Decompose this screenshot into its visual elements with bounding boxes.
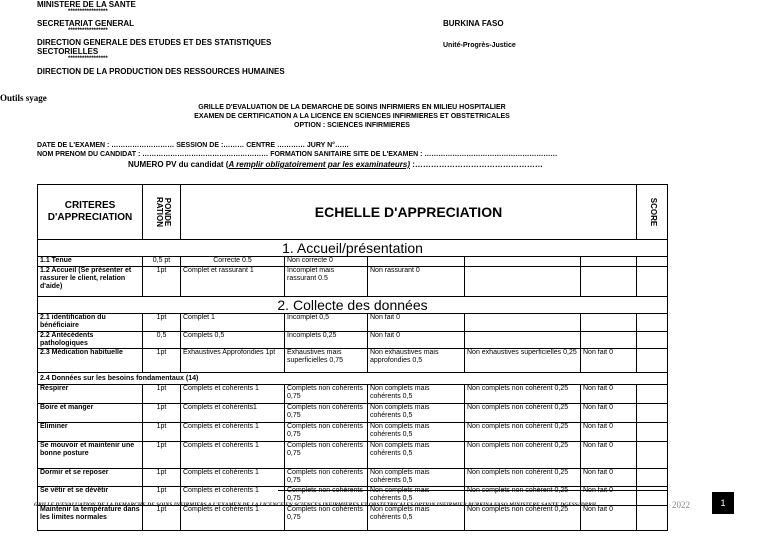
scale-cell bbox=[465, 257, 581, 267]
table-row bbox=[38, 404, 668, 423]
scale-cell: Non complets non cohérent 0,25 bbox=[465, 385, 581, 404]
section-title-1: 1. Accueil/présentation bbox=[38, 240, 668, 257]
ponderation-cell: 1pt bbox=[143, 267, 181, 297]
score-input-cell[interactable] bbox=[637, 423, 668, 442]
score-input-cell[interactable] bbox=[637, 267, 668, 297]
scale-cell: Non fait 0 bbox=[581, 349, 637, 373]
section-row bbox=[38, 240, 668, 257]
pv-suffix: :………………………………………… bbox=[410, 160, 543, 169]
ponderation-cell: 0,5 pt bbox=[143, 257, 181, 267]
scale-cell: Complets et cohérents 1 bbox=[181, 423, 285, 442]
section-2-4-rows bbox=[38, 385, 668, 531]
scale-cell bbox=[465, 267, 581, 297]
section-row bbox=[38, 297, 668, 314]
separator-stars: ***************** bbox=[68, 56, 108, 62]
scale-cell: Non fait 0 bbox=[581, 442, 637, 469]
scale-cell: Non fait 0 bbox=[581, 423, 637, 442]
table-row bbox=[38, 349, 668, 373]
ponderation-cell: 1pt bbox=[143, 404, 181, 423]
table-row bbox=[38, 332, 668, 349]
header-criteria: CRITERES D'APPRECIATION bbox=[38, 185, 143, 240]
table-row bbox=[38, 257, 668, 267]
separator-stars: ***************** bbox=[68, 9, 108, 15]
scale-cell: Non complets mais cohérents 0,5 bbox=[368, 423, 465, 442]
scale-cell: Non complets non cohérent 0,25 bbox=[465, 469, 581, 487]
table-row bbox=[38, 469, 668, 487]
direction-generale-label: DIRECTION GENERALE DES ETUDES ET DES STATISTIQUES SECTORIELLES bbox=[37, 38, 272, 56]
scale-cell: Non complets non cohérent 0,25 bbox=[465, 404, 581, 423]
scale-cell: Complets 0,5 bbox=[181, 332, 285, 349]
table-row bbox=[38, 385, 668, 404]
header-score-text: SCORE bbox=[649, 197, 659, 226]
scale-cell: Complets et cohérents 1 bbox=[181, 442, 285, 469]
criteria-cell: Se vêtir et se dévêtir bbox=[38, 487, 143, 506]
criteria-cell: Dormir et se reposer bbox=[38, 469, 143, 487]
table-row bbox=[38, 267, 668, 297]
scale-cell: Non exhaustives mais approfondies 0,5 bbox=[368, 349, 465, 373]
table-row bbox=[38, 506, 668, 531]
scale-cell: Non rassurant 0 bbox=[368, 267, 465, 297]
table-row bbox=[38, 442, 668, 469]
pv-emphasis: A remplir obligatoirement par les examinateurs) bbox=[228, 160, 410, 169]
criteria-cell: 2.1 identification du bénéficiaire bbox=[38, 314, 143, 332]
scale-cell: Non correcte 0 bbox=[285, 257, 368, 267]
ponderation-cell: 1pt bbox=[143, 314, 181, 332]
footer-divider bbox=[278, 490, 668, 491]
scale-cell bbox=[581, 267, 637, 297]
scale-cell: Exhaustives mais superficielles 0,75 bbox=[285, 349, 368, 373]
scale-cell bbox=[581, 257, 637, 267]
scale-cell: Complets et cohérents 1 bbox=[181, 506, 285, 531]
scale-cell: Complets et cohérents 1 bbox=[181, 469, 285, 487]
title-line-1: GRILLE D'EVALUATION DE LA DEMARCHE DE SOINS INFIRMIERS EN MILIEU HOSPITALIER bbox=[198, 104, 506, 111]
page-number-badge: 1 bbox=[712, 492, 734, 514]
scale-cell: Complet 1 bbox=[181, 314, 285, 332]
scale-cell: Non complets mais cohérents 0,5 bbox=[368, 506, 465, 531]
exam-info-line-2: NOM PRENOM DU CANDIDAT : ……………………………………………… FORMATION SANITAIRE SITE DE L'EXAMEN : ………………………………………………… bbox=[37, 151, 558, 158]
criteria-cell: Respirer bbox=[38, 385, 143, 404]
scale-cell: Complets et cohérents1 bbox=[181, 404, 285, 423]
scale-cell: Non complets mais cohérents 0,5 bbox=[368, 385, 465, 404]
scale-cell: Non complets non cohérent 0,25 bbox=[465, 423, 581, 442]
ponderation-cell: 1pt bbox=[143, 349, 181, 373]
secretariat-label: SECRETARIAT GENERAL bbox=[37, 19, 135, 28]
ministry-label: MINISTERE DE LA SANTE bbox=[37, 0, 136, 9]
score-input-cell[interactable] bbox=[637, 332, 668, 349]
criteria-cell: Maintenir la température dans les limites normales bbox=[38, 506, 143, 531]
separator-stars: ***************** bbox=[68, 28, 108, 34]
header-echelle: ECHELLE D'APPRECIATION bbox=[181, 185, 637, 240]
scale-cell: Complets non cohérents 0,75 bbox=[285, 506, 368, 531]
scale-cell bbox=[581, 314, 637, 332]
scale-cell: Incomplets 0,25 bbox=[285, 332, 368, 349]
scale-cell bbox=[465, 314, 581, 332]
criteria-cell: 2.3 Médication habituelle bbox=[38, 349, 143, 373]
scale-cell bbox=[465, 332, 581, 349]
scale-cell: Non complets mais cohérents 0,5 bbox=[368, 442, 465, 469]
scale-cell: Exhaustives Approfondies 1pt bbox=[181, 349, 285, 373]
scale-cell: Complets non cohérents 0,75 bbox=[285, 423, 368, 442]
scale-cell: Non fait 0 bbox=[368, 332, 465, 349]
subsection-title: 2.4 Données sur les besoins fondamentaux (14) bbox=[38, 373, 668, 385]
score-input-cell[interactable] bbox=[637, 469, 668, 487]
score-input-cell[interactable] bbox=[637, 506, 668, 531]
scale-cell: Non complets mais cohérents 0,5 bbox=[368, 469, 465, 487]
table-header-row bbox=[38, 185, 668, 240]
scale-cell bbox=[581, 332, 637, 349]
pv-number-line bbox=[128, 160, 543, 170]
scale-cell: Non fait 0 bbox=[581, 385, 637, 404]
scale-cell: Complet et rassurant 1 bbox=[181, 267, 285, 297]
score-input-cell[interactable] bbox=[637, 314, 668, 332]
scale-cell: Non complets non cohérent 0,25 bbox=[465, 506, 581, 531]
ponderation-cell: 1pt bbox=[143, 423, 181, 442]
scale-cell: Complets et cohérents 1 bbox=[181, 385, 285, 404]
header-ponderation bbox=[143, 185, 181, 240]
scale-cell: Complets et cohérents 1 bbox=[181, 487, 285, 506]
score-input-cell[interactable] bbox=[637, 257, 668, 267]
section-2-rows bbox=[38, 314, 668, 373]
tools-label[interactable]: Outils syage bbox=[0, 93, 47, 103]
ponderation-cell: 0,5 bbox=[143, 332, 181, 349]
ponderation-cell: 1pt bbox=[143, 469, 181, 487]
footer-text: GRILLE D'EVALUATION DE LA DEMARCHE DE SOINS INFIRMIERS A L'EXAMEN DE LA LICENCE EN SCIENCES INFIRMIERES ET OBSTETRICALES OPTION INFIRMIER BURKINA FASO MINISTERE SANTE DGESS/ DPRH bbox=[34, 502, 597, 508]
scale-cell: Non fait 0 bbox=[581, 469, 637, 487]
exam-info-line-1: DATE DE L'EXAMEN : ……………………… SESSION DE :……… CENTRE ………… JURY N°…… bbox=[37, 142, 349, 149]
criteria-cell: Se mouvoir et maintenir une bonne posture bbox=[38, 442, 143, 469]
score-input-cell[interactable] bbox=[637, 404, 668, 423]
scale-cell: Complets non cohérents 0,75 bbox=[285, 385, 368, 404]
title-line-2: EXAMEN DE CERTIFICATION A LA LICENCE EN SCIENCES INFIRMIERES ET OBSTETRICALES bbox=[194, 113, 510, 120]
title-line-3: OPTION : SCIENCES INFIRMIERES bbox=[294, 122, 410, 129]
scale-cell: Incomplet 0,5 bbox=[285, 314, 368, 332]
country-label: BURKINA FASO bbox=[443, 19, 504, 28]
ponderation-cell: 1pt bbox=[143, 487, 181, 506]
score-input-cell[interactable] bbox=[637, 385, 668, 404]
scale-cell bbox=[368, 257, 465, 267]
section-title-2: 2. Collecte des données bbox=[38, 297, 668, 314]
table-row bbox=[38, 423, 668, 442]
direction-production-label: DIRECTION DE LA PRODUCTION DES RESSOURCES HUMAINES bbox=[37, 67, 285, 76]
scale-cell: Non exhaustives superficielles 0,25 bbox=[465, 349, 581, 373]
scale-cell: Non fait 0 bbox=[581, 404, 637, 423]
scale-cell: Incomplet mais rassurant 0.5 bbox=[285, 267, 368, 297]
scale-cell: cohérents 0,5 bbox=[368, 487, 465, 506]
score-input-cell[interactable] bbox=[637, 442, 668, 469]
ponderation-cell: 1pt bbox=[143, 385, 181, 404]
header-score bbox=[637, 185, 668, 240]
pv-prefix: NUMERO PV du candidat ( bbox=[128, 160, 229, 169]
scale-cell: Non complets non cohérent 0,25 bbox=[465, 442, 581, 469]
scale-cell: Non fait 0 bbox=[581, 506, 637, 531]
criteria-cell: 2.2 Antécédents pathologiques bbox=[38, 332, 143, 349]
scale-cell: Complets non cohérents 0,75 bbox=[285, 469, 368, 487]
header-ponderation-text: PONDE RATION bbox=[155, 196, 172, 227]
scale-cell: Complets non cohérents 0,75 bbox=[285, 442, 368, 469]
scale-cell: Correcte 0.5 bbox=[181, 257, 285, 267]
scale-cell: 0,75 bbox=[285, 487, 368, 506]
ponderation-cell: 1pt bbox=[143, 442, 181, 469]
criteria-cell: Eliminer bbox=[38, 423, 143, 442]
criteria-cell: 1.2 Accueil (Se présenter et rassurer le client, relation d'aide) bbox=[38, 267, 143, 297]
section-1-rows bbox=[38, 257, 668, 297]
scale-cell: Non complets mais cohérents 0,5 bbox=[368, 404, 465, 423]
table-row bbox=[38, 314, 668, 332]
subsection-row bbox=[38, 373, 668, 385]
ponderation-cell: 1pt bbox=[143, 506, 181, 531]
scale-cell: Non fait 0 bbox=[368, 314, 465, 332]
evaluation-grid bbox=[37, 184, 668, 531]
scale-cell: Complets non cohérents 0,75 bbox=[285, 404, 368, 423]
motto-label: Unité-Progrès-Justice bbox=[443, 42, 516, 49]
criteria-cell: 1.1 Tenue bbox=[38, 257, 143, 267]
score-input-cell[interactable] bbox=[637, 349, 668, 373]
footer-year: 2022 bbox=[672, 500, 690, 510]
criteria-cell: Boire et manger bbox=[38, 404, 143, 423]
